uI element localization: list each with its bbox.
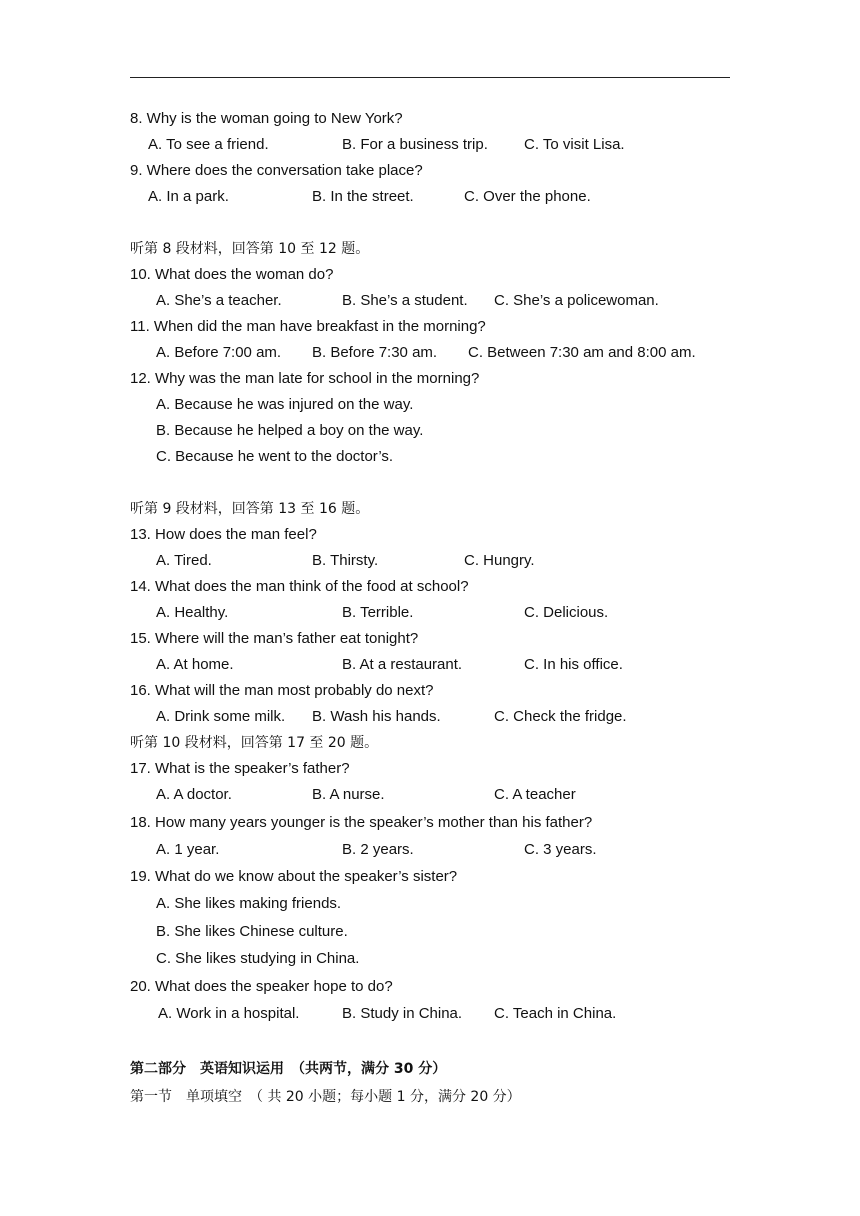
question-9: 9. Where does the conversation take place? [130, 162, 423, 179]
q13-option-c: C. Hungry. [464, 552, 535, 569]
q12-option-b: B. Because he helped a boy on the way. [156, 422, 424, 439]
q10-option-c: C. She’s a policewoman. [494, 292, 659, 309]
q15-option-c: C. In his office. [524, 656, 623, 673]
q8-option-a: A. To see a friend. [148, 136, 269, 153]
q16-option-c: C. Check the fridge. [494, 708, 627, 725]
q9-option-a: A. In a park. [148, 188, 229, 205]
question-20: 20. What does the speaker hope to do? [130, 978, 393, 995]
q20-option-a: A. Work in a hospital. [158, 1005, 300, 1022]
q13-option-a: A. Tired. [156, 552, 212, 569]
q11-option-c: C. Between 7:30 am and 8:00 am. [468, 344, 696, 361]
question-12: 12. Why was the man late for school in the morning? [130, 370, 480, 387]
question-10: 10. What does the woman do? [130, 266, 334, 283]
q19-option-b: B. She likes Chinese culture. [156, 923, 348, 940]
q11-option-b: B. Before 7:30 am. [312, 344, 438, 361]
q12-option-a: A. Because he was injured on the way. [156, 396, 414, 413]
q20-option-c: C. Teach in China. [494, 1005, 617, 1022]
section-10-instruction: 听第 10 段材料，回答第 17 至 20 题。 [130, 735, 379, 751]
question-11: 11. When did the man have breakfast in the morning? [130, 318, 486, 335]
q18-option-b: B. 2 years. [342, 841, 414, 858]
q14-option-a: A. Healthy. [156, 604, 229, 621]
part-2-title: 第二部分 英语知识运用 （共两节，满分 30 分） [130, 1061, 447, 1077]
question-13: 13. How does the man feel? [130, 526, 317, 543]
question-8: 8. Why is the woman going to New York? [130, 110, 403, 127]
q8-option-c: C. To visit Lisa. [524, 136, 625, 153]
question-15: 15. Where will the man’s father eat tonight? [130, 630, 419, 647]
q18-option-c: C. 3 years. [524, 841, 597, 858]
q13-option-b: B. Thirsty. [312, 552, 379, 569]
q11-option-a: A. Before 7:00 am. [156, 344, 282, 361]
q9-option-b: B. In the street. [312, 188, 414, 205]
question-17: 17. What is the speaker’s father? [130, 760, 350, 777]
section-8-instruction: 听第 8 段材料，回答第 10 至 12 题。 [130, 241, 370, 257]
q19-option-a: A. She likes making friends. [156, 895, 342, 912]
q17-option-a: A. A doctor. [156, 786, 232, 803]
q18-option-a: A. 1 year. [156, 841, 220, 858]
q9-option-c: C. Over the phone. [464, 188, 591, 205]
q14-option-c: C. Delicious. [524, 604, 609, 621]
q8-option-b: B. For a business trip. [342, 136, 488, 153]
question-14: 14. What does the man think of the food at school? [130, 578, 469, 595]
q15-option-b: B. At a restaurant. [342, 656, 463, 673]
q14-option-b: B. Terrible. [342, 604, 414, 621]
question-16: 16. What will the man most probably do next? [130, 682, 434, 699]
question-19: 19. What do we know about the speaker’s sister? [130, 868, 458, 885]
q12-option-c: C. Because he went to the doctor’s. [156, 448, 394, 465]
part-2-section-1-title: 第一节 单项填空 （ 共 20 小题；每小题 1 分，满分 20 分） [130, 1089, 521, 1105]
q20-option-b: B. Study in China. [342, 1005, 463, 1022]
question-18: 18. How many years younger is the speaker’s mother than his father? [130, 814, 593, 831]
header-rule [130, 77, 730, 78]
q15-option-a: A. At home. [156, 656, 234, 673]
q17-option-c: C. A teacher [494, 786, 576, 803]
q10-option-b: B. She’s a student. [342, 292, 468, 309]
q10-option-a: A. She’s a teacher. [156, 292, 282, 309]
q16-option-b: B. Wash his hands. [312, 708, 441, 725]
q16-option-a: A. Drink some milk. [156, 708, 286, 725]
section-9-instruction: 听第 9 段材料，回答第 13 至 16 题。 [130, 501, 370, 517]
q17-option-b: B. A nurse. [312, 786, 385, 803]
q19-option-c: C. She likes studying in China. [156, 950, 360, 967]
